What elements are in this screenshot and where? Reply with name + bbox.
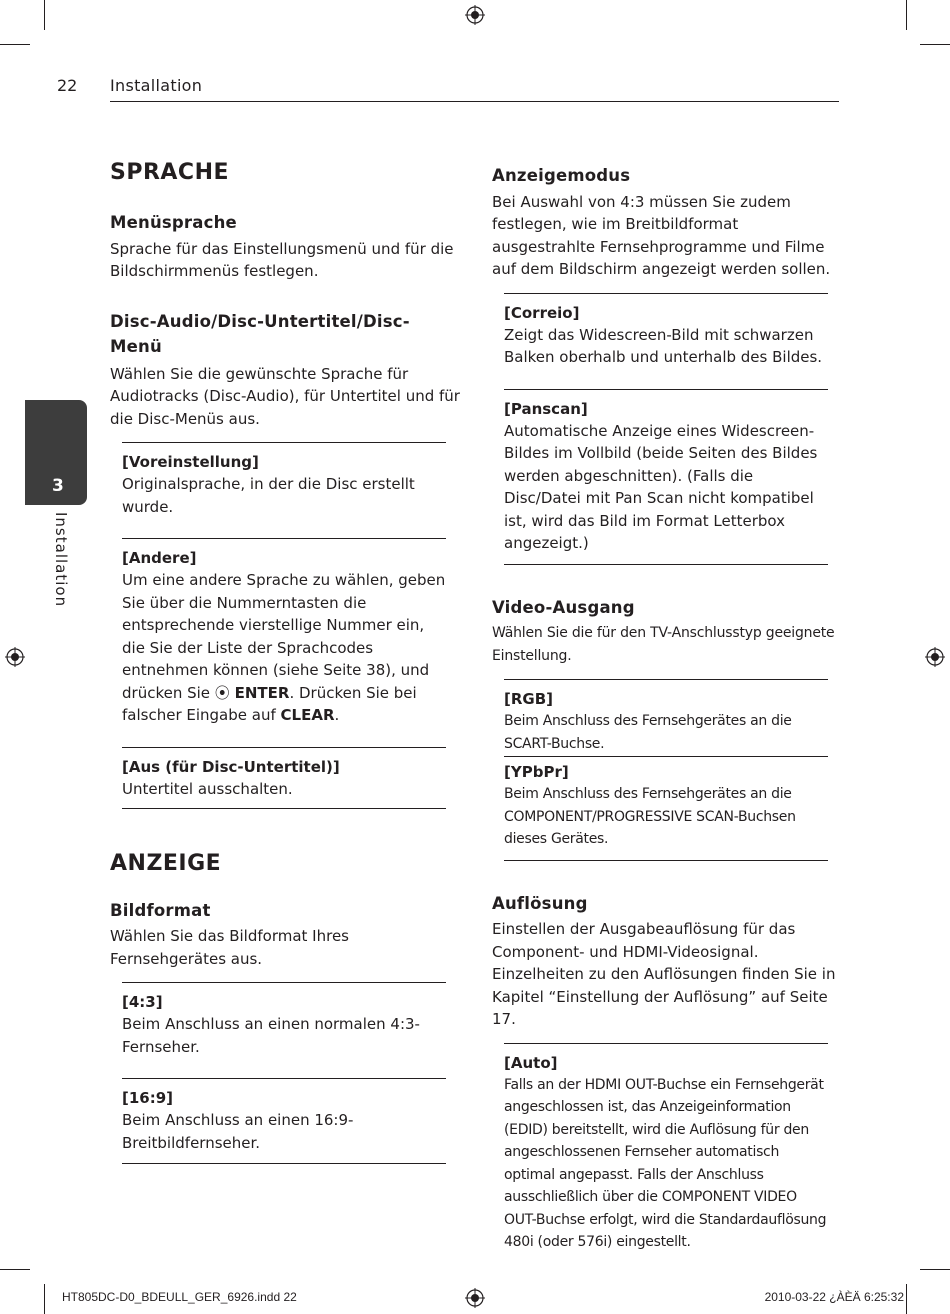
option-ypbpr	[504, 756, 828, 851]
option-label: [YPbPr]	[504, 763, 569, 782]
text-menusprache: Sprache für das Einstellungsmenü und für die Bildschirmmenüs festlegen.	[110, 239, 454, 281]
page-number: 22	[57, 76, 78, 95]
registration-mark-icon	[5, 647, 25, 667]
option-text-part1: Um eine andere Sprache zu wählen, geben Sie über die Nummerntasten die entsprechende vierstellige Nummer ein, die Sie der Liste der Sprachcodes entnehmen können (siehe Seite 38), und drücken Sie	[122, 571, 446, 702]
option-text: Beim Anschluss an einen 16:9-Breitbildfernseher.	[122, 1111, 354, 1152]
crop-mark	[920, 44, 950, 45]
text-disc: Wählen Sie die gewünschte Sprache für Audiotracks (Disc-Audio), für Untertitel und für die Disc-Menüs aus.	[110, 364, 460, 428]
option-end-rule	[504, 860, 828, 861]
header-rule	[110, 101, 839, 102]
option-label: [4:3]	[122, 993, 163, 1012]
registration-mark-icon	[465, 5, 485, 25]
text-bildformat: Wählen Sie das Bildformat Ihres Fernsehgerätes aus.	[110, 927, 349, 968]
option-end-rule	[504, 564, 828, 565]
running-header: Installation	[110, 76, 203, 95]
chapter-label: Installation	[52, 512, 70, 608]
section-title-sprache: SPRACHE	[110, 160, 230, 185]
option-label: [16:9]	[122, 1089, 174, 1108]
option-text: Zeigt das Widescreen-Bild mit schwarzen Balken oberhalb und unterhalb des Bildes.	[504, 325, 823, 367]
enter-key-label: ENTER	[234, 683, 290, 702]
option-rgb	[504, 679, 828, 755]
crop-mark	[920, 1269, 950, 1270]
text-anzeigemodus: Bei Auswahl von 4:3 müssen Sie zudem festlegen, wie im Breitbildformat ausgestrahlte Fernsehprogramme und Filme auf dem Bildschirm angezeigt werden sollen.	[492, 192, 831, 279]
text-video-ausgang: Wählen Sie die für den TV-Anschlusstyp geeignete Einstellung.	[492, 625, 835, 664]
crop-mark	[44, 1284, 45, 1314]
option-16-9	[122, 1078, 446, 1154]
option-correio	[504, 293, 828, 369]
option-andere	[122, 538, 446, 727]
heading-aufloesung: Auflösung	[492, 893, 588, 913]
crop-mark	[0, 44, 30, 45]
crop-mark	[906, 1284, 907, 1314]
option-text: Automatische Anzeige eines Widescreen-Bildes im Vollbild (beide Seiten des Bildes werden abgeschnitten). (Falls die Disc/Datei mit Pan Scan nicht kompatibel ist, wird das Bild im Format Letterbox angezeigt.)	[504, 421, 818, 553]
heading-disc-line2: Menü	[110, 336, 162, 356]
option-voreinstellung	[122, 442, 446, 518]
option-text: Originalsprache, in der die Disc erstellt wurde.	[122, 475, 415, 516]
option-label: [Auto]	[504, 1053, 558, 1072]
heading-menusprache: Menüsprache	[110, 213, 237, 233]
heading-bildformat: Bildformat	[110, 900, 211, 920]
crop-mark	[0, 1269, 30, 1270]
crop-mark	[44, 0, 45, 30]
heading-disc	[110, 309, 462, 359]
option-label: [Andere]	[122, 549, 197, 568]
option-label: [Correio]	[504, 303, 580, 322]
option-end-rule	[122, 808, 446, 809]
option-label: [Aus (für Disc-Untertitel)]	[122, 757, 340, 776]
heading-anzeigemodus: Anzeigemodus	[492, 166, 631, 185]
heading-disc-line1: Disc-Audio/Disc-Untertitel/Disc-	[110, 311, 410, 331]
section-title-anzeige: ANZEIGE	[110, 851, 222, 877]
option-text	[122, 569, 446, 727]
option-text: Beim Anschluss des Fernsehgerätes an die SCART-Buchse.	[504, 713, 792, 752]
option-text-part2: . Drücken Sie bei falscher Eingabe auf	[122, 683, 417, 725]
registration-mark-icon	[465, 1288, 485, 1308]
option-aus	[122, 747, 446, 801]
heading-video-ausgang: Video-Ausgang	[492, 597, 635, 617]
option-text: Untertitel ausschalten.	[122, 779, 293, 798]
right-column	[492, 163, 840, 1254]
option-text: Beim Anschluss des Fernsehgerätes an die COMPONENT/PROGRESSIVE SCAN-Buchsen dieses Gerätes.	[504, 786, 796, 848]
footer-timestamp: 2010-03-22 ¿ÀÈÄ 6:25:32	[764, 1290, 904, 1304]
option-text: Beim Anschluss an einen normalen 4:3-Fernseher.	[122, 1015, 420, 1056]
registration-mark-icon	[925, 647, 945, 667]
option-label: [Voreinstellung]	[122, 453, 259, 472]
text-aufloesung: Einstellen der Ausgabeauflösung für das Component- und HDMI-Videosignal. Einzelheiten zu den Auflösungen finden Sie in Kapitel “Einstellung der Auflösung” auf Seite 17.	[492, 920, 836, 1029]
option-auto	[504, 1043, 828, 1254]
enter-icon: ⦿	[214, 683, 230, 702]
crop-mark	[906, 0, 907, 30]
option-label: [RGB]	[504, 690, 554, 709]
left-column	[110, 160, 462, 1164]
footer-file: HT805DC-D0_BDEULL_GER_6926.indd 22	[62, 1290, 297, 1304]
option-end-rule	[122, 1163, 446, 1164]
option-panscan	[504, 389, 828, 555]
option-text: Falls an der HDMI OUT-Buchse ein Fernsehgerät angeschlossen ist, das Anzeigeinformation (EDID) bereitstellt, wird die Auflösung für den angeschlossenen Fernseher automatisch optimal angepasst. Falls der Anschluss ausschließlich über die COMPONENT VIDEO OUT-Buchse erfolgt, wird die Standardauflösung 480i (oder 576i) eingestellt.	[504, 1076, 827, 1251]
option-label: [Panscan]	[504, 399, 588, 418]
chapter-number: 3	[52, 476, 64, 496]
option-4-3	[122, 982, 446, 1058]
option-text-part3: .	[334, 706, 340, 725]
clear-key-label: CLEAR	[280, 706, 335, 725]
